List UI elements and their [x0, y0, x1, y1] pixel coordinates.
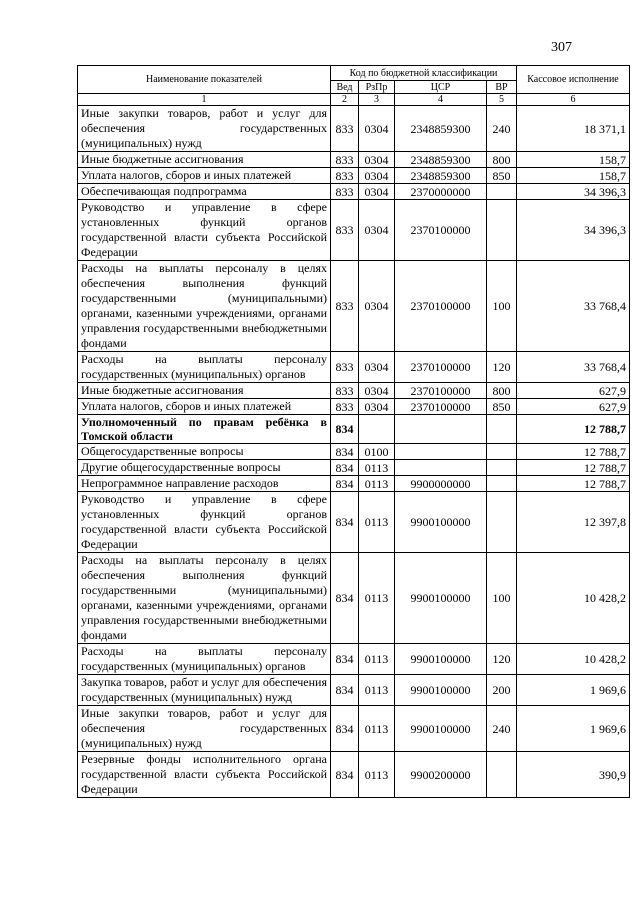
- row-amount: 12 788,7: [517, 415, 630, 444]
- table-row: [78, 460, 630, 476]
- table-row: [78, 644, 630, 675]
- row-csr: 9900100000: [395, 675, 487, 706]
- row-ved: 834: [331, 492, 359, 553]
- column-number: 4: [395, 94, 487, 106]
- column-number: 3: [359, 94, 395, 106]
- row-vr: 200: [487, 675, 517, 706]
- row-csr: 9900100000: [395, 553, 487, 644]
- row-name: Иные бюджетные ассигнования: [78, 383, 331, 399]
- row-vr: [487, 460, 517, 476]
- row-vr: 800: [487, 152, 517, 168]
- row-amount: 158,7: [517, 168, 630, 184]
- row-rzpr: [359, 415, 395, 444]
- row-vr: 120: [487, 352, 517, 383]
- row-rzpr: 0113: [359, 675, 395, 706]
- row-rzpr: 0113: [359, 476, 395, 492]
- row-amount: 10 428,2: [517, 553, 630, 644]
- row-rzpr: 0113: [359, 492, 395, 553]
- row-amount: 33 768,4: [517, 261, 630, 352]
- row-name: Иные бюджетные ассигнования: [78, 152, 331, 168]
- row-rzpr: 0100: [359, 444, 395, 460]
- row-amount: 10 428,2: [517, 644, 630, 675]
- row-csr: 9900000000: [395, 476, 487, 492]
- row-rzpr: 0304: [359, 261, 395, 352]
- row-csr: [395, 444, 487, 460]
- row-ved: 833: [331, 152, 359, 168]
- row-rzpr: 0113: [359, 644, 395, 675]
- row-csr: 2370100000: [395, 200, 487, 261]
- table-row: [78, 200, 630, 261]
- column-number: 2: [331, 94, 359, 106]
- header-ved: Вед: [331, 81, 359, 94]
- row-name: Расходы на выплаты персоналу в целях обеспечения выполнения функций государственными (муниципальными) органами, казенными учреждениями, органами управления государственными внебюджетными фондами: [78, 261, 331, 352]
- row-vr: 120: [487, 644, 517, 675]
- row-ved: 834: [331, 752, 359, 798]
- row-amount: 18 371,1: [517, 106, 630, 152]
- row-csr: 2348859300: [395, 168, 487, 184]
- row-name: Расходы на выплаты персоналу государственных (муниципальных) органов: [78, 644, 331, 675]
- row-rzpr: 0113: [359, 553, 395, 644]
- row-csr: [395, 460, 487, 476]
- row-amount: 34 396,3: [517, 200, 630, 261]
- table-header: [78, 66, 630, 106]
- row-rzpr: 0304: [359, 106, 395, 152]
- column-number: 1: [78, 94, 331, 106]
- table-row: [78, 352, 630, 383]
- page-number: 307: [551, 40, 572, 55]
- header-rzpr: РзПр: [359, 81, 395, 94]
- row-vr: 240: [487, 106, 517, 152]
- row-csr: 2370100000: [395, 399, 487, 415]
- row-name: Общегосударственные вопросы: [78, 444, 331, 460]
- row-amount: 12 788,7: [517, 444, 630, 460]
- row-vr: [487, 492, 517, 553]
- row-vr: [487, 752, 517, 798]
- row-amount: 627,9: [517, 399, 630, 415]
- row-csr: 9900100000: [395, 644, 487, 675]
- row-name: Резервные фонды исполнительного органа государственной власти субъекта Российской Федерации: [78, 752, 331, 798]
- row-ved: 833: [331, 200, 359, 261]
- header-vr: ВР: [487, 81, 517, 94]
- row-amount: 158,7: [517, 152, 630, 168]
- row-vr: [487, 200, 517, 261]
- row-vr: [487, 184, 517, 200]
- row-ved: 834: [331, 553, 359, 644]
- row-amount: 1 969,6: [517, 675, 630, 706]
- table-row: [78, 261, 630, 352]
- row-name: Обеспечивающая подпрограмма: [78, 184, 331, 200]
- budget-execution-table: [77, 65, 630, 798]
- row-ved: 833: [331, 106, 359, 152]
- row-amount: 627,9: [517, 383, 630, 399]
- row-ved: 834: [331, 415, 359, 444]
- table-row: [78, 168, 630, 184]
- row-name: Закупка товаров, работ и услуг для обеспечения государственных (муниципальных) нужд: [78, 675, 331, 706]
- row-ved: 833: [331, 168, 359, 184]
- row-rzpr: 0304: [359, 168, 395, 184]
- row-ved: 833: [331, 261, 359, 352]
- table-row: [78, 444, 630, 460]
- row-ved: 834: [331, 675, 359, 706]
- table-row: [78, 415, 630, 444]
- row-name: Уполномоченный по правам ребёнка в Томской области: [78, 415, 331, 444]
- row-vr: 100: [487, 553, 517, 644]
- row-name: Расходы на выплаты персоналу в целях обеспечения выполнения функций государственными (муниципальными) органами, казенными учреждениями, органами управления государственными внебюджетными фондами: [78, 553, 331, 644]
- row-ved: 834: [331, 644, 359, 675]
- row-csr: [395, 415, 487, 444]
- row-amount: 12 788,7: [517, 476, 630, 492]
- row-amount: 390,9: [517, 752, 630, 798]
- row-rzpr: 0113: [359, 706, 395, 752]
- row-name: Руководство и управление в сфере установленных функций органов государственной власти субъекта Российской Федерации: [78, 492, 331, 553]
- row-amount: 12 397,8: [517, 492, 630, 553]
- row-rzpr: 0304: [359, 352, 395, 383]
- row-ved: 834: [331, 706, 359, 752]
- row-rzpr: 0113: [359, 460, 395, 476]
- row-csr: 9900100000: [395, 706, 487, 752]
- row-amount: 1 969,6: [517, 706, 630, 752]
- row-rzpr: 0113: [359, 752, 395, 798]
- row-name: Другие общегосударственные вопросы: [78, 460, 331, 476]
- row-name: Непрограммное направление расходов: [78, 476, 331, 492]
- row-rzpr: 0304: [359, 399, 395, 415]
- header-cash-execution: Кассовое исполнение: [517, 66, 630, 94]
- table-row: [78, 152, 630, 168]
- header-budget-code: Код по бюджетной классификации: [331, 66, 517, 81]
- row-csr: 9900100000: [395, 492, 487, 553]
- row-vr: [487, 415, 517, 444]
- row-vr: 850: [487, 168, 517, 184]
- row-name: Уплата налогов, сборов и иных платежей: [78, 399, 331, 415]
- column-number: 5: [487, 94, 517, 106]
- table-row: [78, 106, 630, 152]
- row-name: Руководство и управление в сфере установленных функций органов государственной власти субъекта Российской Федерации: [78, 200, 331, 261]
- row-ved: 834: [331, 444, 359, 460]
- column-number: 6: [517, 94, 630, 106]
- row-ved: 833: [331, 184, 359, 200]
- table-row: [78, 399, 630, 415]
- row-vr: 240: [487, 706, 517, 752]
- row-csr: 9900200000: [395, 752, 487, 798]
- row-rzpr: 0304: [359, 152, 395, 168]
- table-row: [78, 476, 630, 492]
- table-row: [78, 675, 630, 706]
- table-row: [78, 383, 630, 399]
- row-csr: 2370100000: [395, 261, 487, 352]
- row-name: Иные закупки товаров, работ и услуг для обеспечения государственных (муниципальных) нужд: [78, 706, 331, 752]
- row-vr: 800: [487, 383, 517, 399]
- header-csr: ЦСР: [395, 81, 487, 94]
- table-body: [78, 106, 630, 798]
- row-csr: 2370100000: [395, 383, 487, 399]
- row-ved: 833: [331, 352, 359, 383]
- row-csr: 2370000000: [395, 184, 487, 200]
- row-ved: 833: [331, 383, 359, 399]
- header-name: Наименование показателей: [78, 66, 331, 94]
- row-amount: 12 788,7: [517, 460, 630, 476]
- table-row: [78, 184, 630, 200]
- row-amount: 33 768,4: [517, 352, 630, 383]
- row-vr: [487, 444, 517, 460]
- row-name: Уплата налогов, сборов и иных платежей: [78, 168, 331, 184]
- row-ved: 833: [331, 399, 359, 415]
- row-amount: 34 396,3: [517, 184, 630, 200]
- row-ved: 834: [331, 460, 359, 476]
- row-ved: 834: [331, 476, 359, 492]
- row-vr: [487, 476, 517, 492]
- row-rzpr: 0304: [359, 184, 395, 200]
- row-vr: 850: [487, 399, 517, 415]
- table-row: [78, 752, 630, 798]
- row-rzpr: 0304: [359, 383, 395, 399]
- row-csr: 2370100000: [395, 352, 487, 383]
- table-row: [78, 553, 630, 644]
- table-row: [78, 706, 630, 752]
- row-rzpr: 0304: [359, 200, 395, 261]
- row-name: Иные закупки товаров, работ и услуг для обеспечения государственных (муниципальных) нужд: [78, 106, 331, 152]
- row-vr: 100: [487, 261, 517, 352]
- row-csr: 2348859300: [395, 106, 487, 152]
- row-csr: 2348859300: [395, 152, 487, 168]
- row-name: Расходы на выплаты персоналу государственных (муниципальных) органов: [78, 352, 331, 383]
- table-row: [78, 492, 630, 553]
